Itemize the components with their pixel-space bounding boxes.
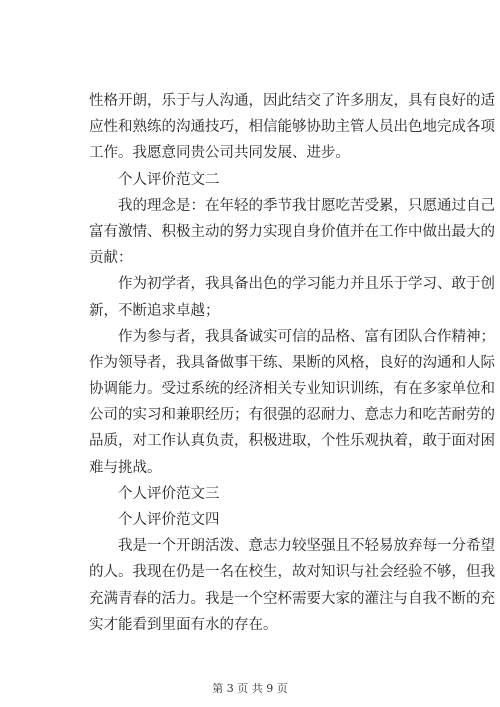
text-line: 品质，对工作认真负责，积极进取，个性乐观执着，敢于面对困 xyxy=(89,433,495,450)
text-line: 应性和熟练的沟通技巧，相信能够协助主管人员出色地完成各项 xyxy=(89,119,495,136)
text-line: 个人评价范文四 xyxy=(118,512,220,528)
text-line: 个人评价范文二 xyxy=(118,171,220,188)
text-line: 富有激情、积极主动的努力实现自身价值并在工作中做出最大的 xyxy=(89,223,495,240)
text-line: 难与挑战。 xyxy=(89,459,162,476)
text-line: 贡献： xyxy=(89,250,133,267)
text-line: 工作。我愿意同贵公司共同发展、进步。 xyxy=(89,145,350,162)
text-line: 充满青春的活力。我是一个空杯需要大家的灌注与自我不断的充 xyxy=(89,590,495,607)
text-line: 性格开朗，乐于与人沟通，因此结交了许多朋友，具有良好的适 xyxy=(89,93,495,109)
text-line: 协调能力。受过系统的经济相关专业知识训练，有在多家单位和 xyxy=(89,381,495,398)
text-line: 作为参与者，我具备诚实可信的品格、富有团队合作精神； xyxy=(118,328,495,345)
text-line: 作为初学者，我具备出色的学习能力并且乐于学习、敢于创 xyxy=(118,276,495,293)
text-line: 公司的实习和兼职经历；有很强的忍耐力、意志力和吃苦耐劳的 xyxy=(89,407,495,424)
page-footer: 第 3 页 共 9 页 xyxy=(212,682,288,695)
text-line: 实才能看到里面有水的存在。 xyxy=(89,616,278,633)
text-line: 的人。我现在仍是一名在校生，故对知识与社会经验不够，但我 xyxy=(89,564,495,581)
text-line: 个人评价范文三 xyxy=(118,485,220,502)
text-line: 作为领导者，我具备做事干练、果断的风格，良好的沟通和人际 xyxy=(89,354,495,371)
document-body xyxy=(89,88,495,638)
text-line: 我是一个开朗活泼、意志力较坚强且不轻易放弃每一分希望 xyxy=(118,538,495,555)
text-line: 我的理念是：在年轻的季节我甘愿吃苦受累，只愿通过自己 xyxy=(118,197,495,214)
text-line: 新，不断追求卓越； xyxy=(89,302,220,319)
